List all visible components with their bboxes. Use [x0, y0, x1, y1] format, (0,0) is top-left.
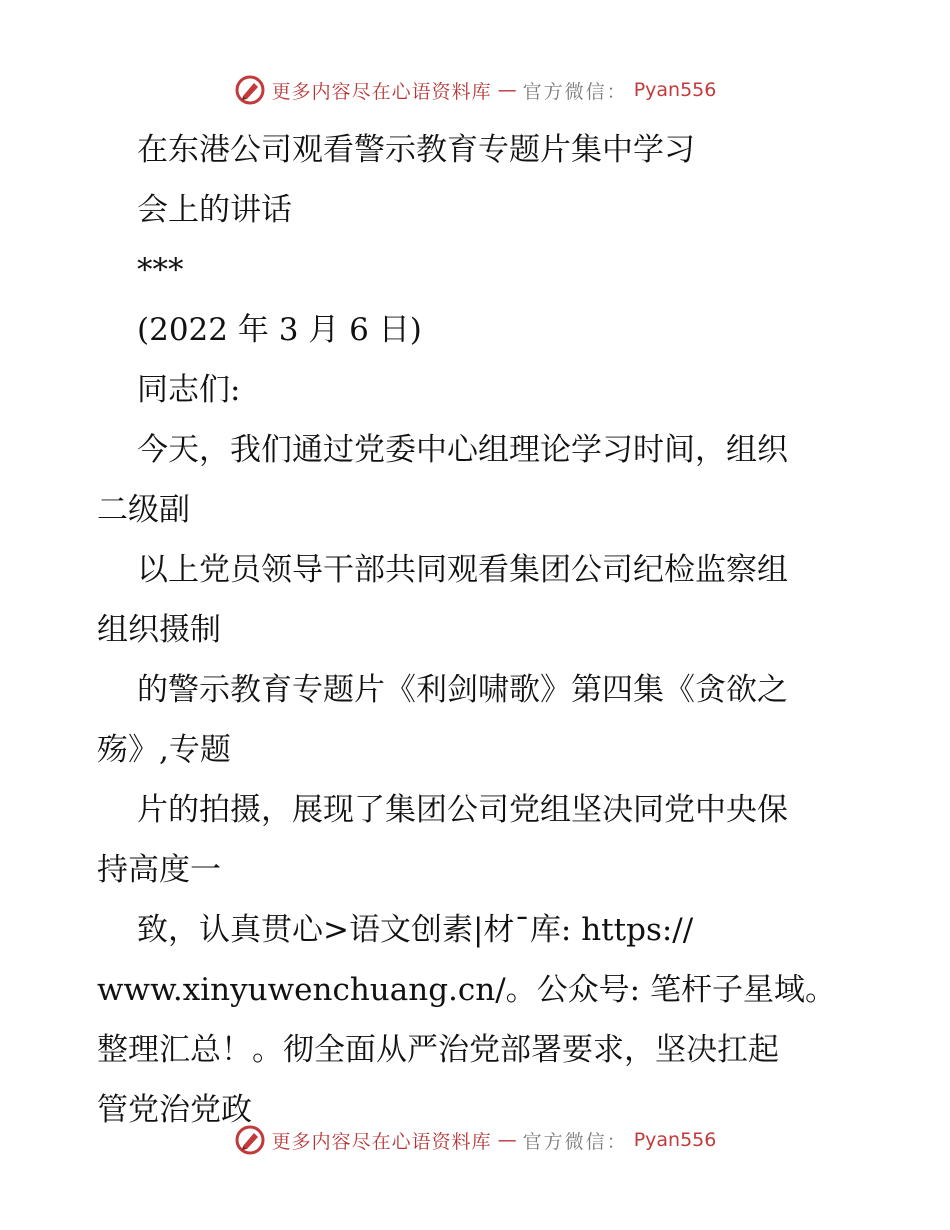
banner-main-text: 更多内容尽在心语资料库 — [271, 1130, 492, 1153]
pen-logo-icon — [234, 74, 266, 106]
banner-sub-text: 官方微信： — [522, 1130, 628, 1153]
author-line: *** — [137, 252, 184, 288]
banner-dash: — — [497, 1129, 517, 1151]
banner-sub-text: 官方微信： — [522, 80, 628, 103]
banner-wechat-id: Pyan556 — [633, 79, 717, 101]
footer-watermark-banner — [0, 1124, 950, 1156]
paragraph-line: 整理汇总！。彻全面从严治党部署要求，坚决扛起 — [97, 1032, 779, 1068]
title-line-2: 会上的讲话 — [137, 192, 292, 228]
paragraph-line: 今天，我们通过党委中心组理论学习时间，组织 — [137, 432, 788, 468]
banner-main-text: 更多内容尽在心语资料库 — [271, 80, 492, 103]
paragraph-line: 的警示教育专题片《利剑啸歌》第四集《贪欲之 — [137, 672, 788, 708]
header-watermark-banner — [0, 74, 950, 106]
paragraph-line: 二级副 — [97, 492, 190, 528]
document-body — [97, 120, 857, 1140]
paragraph-line: 以上党员领导干部共同观看集团公司纪检监察组 — [137, 552, 788, 588]
banner-wechat-id: Pyan556 — [633, 1129, 717, 1151]
paragraph-line: 片的拍摄，展现了集团公司党组坚决同党中央保 — [137, 792, 788, 828]
paragraph-line: 持高度一 — [97, 852, 221, 888]
pen-logo-icon — [234, 1124, 266, 1156]
paragraph-line: 致，认真贯心>语文创素|材¯库: https:// — [137, 912, 694, 948]
salutation-line: 同志们: — [137, 372, 241, 408]
paragraph-line: 组织摄制 — [97, 612, 221, 648]
title-line-1: 在东港公司观看警示教育专题片集中学习 — [137, 132, 695, 168]
banner-dash: — — [497, 79, 517, 101]
paragraph-line: 管党治党政 — [97, 1092, 252, 1128]
date-line: (2022 年 3 月 6 日) — [137, 312, 422, 348]
paragraph-line: www.xinyuwenchuang.cn/。公众号: 笔杆子星域。 — [97, 972, 836, 1008]
paragraph-line: 殇》,专题 — [97, 732, 231, 768]
